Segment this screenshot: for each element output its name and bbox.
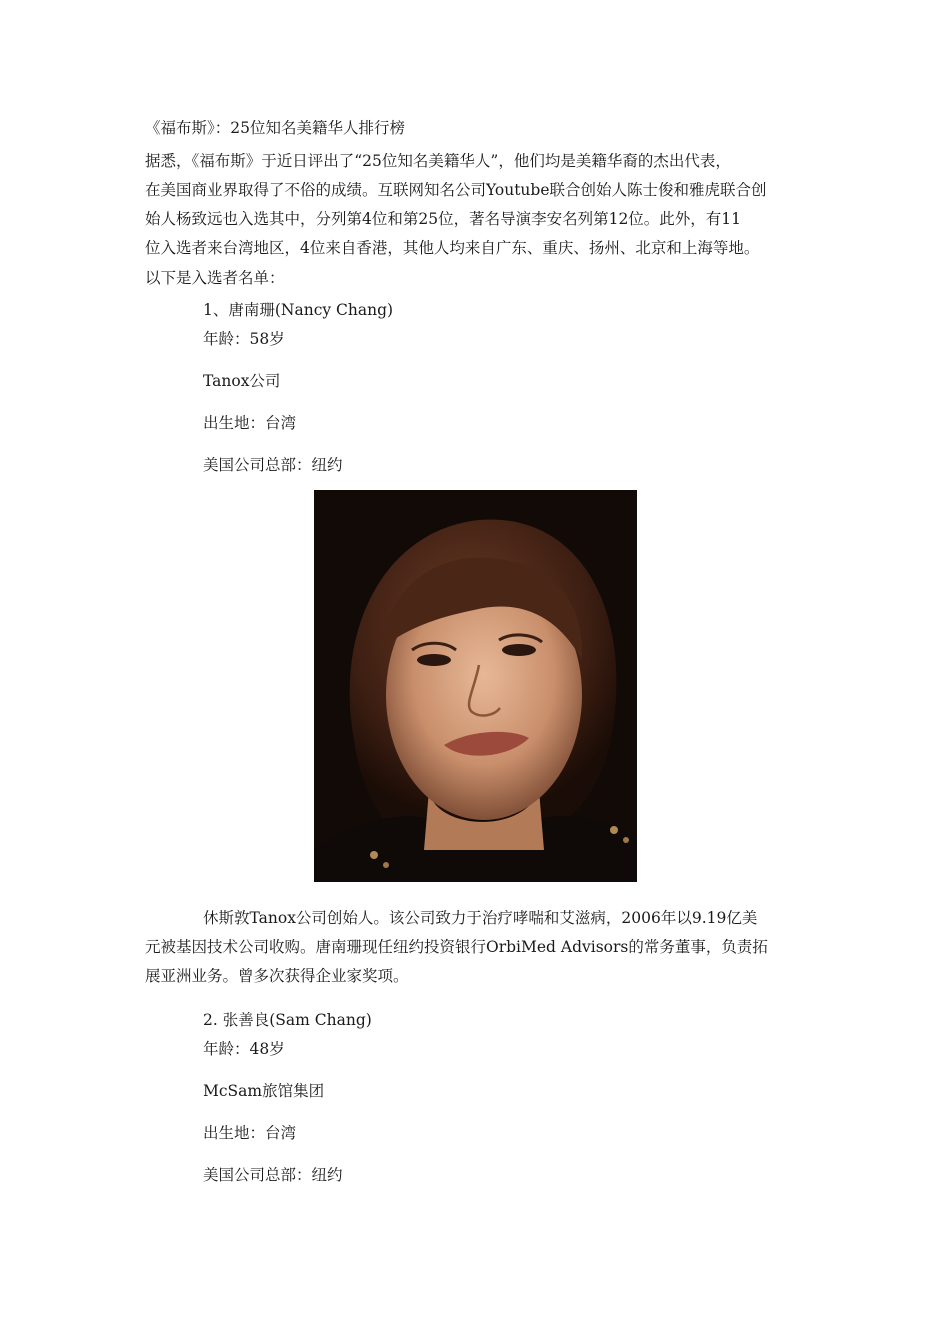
- entry-description: 元被基因技术公司收购。唐南珊现任纽约投资银行OrbiMed Advisors的常务董事，负责拓: [145, 938, 768, 956]
- intro-line: 始人杨致远也入选其中，分列第4位和第25位，著名导演李安名列第12位。此外，有11: [145, 210, 742, 228]
- entry-headquarters: 美国公司总部：纽约: [203, 1166, 343, 1184]
- entry-age: 年龄：58岁: [203, 330, 285, 348]
- entry-birthplace: 出生地：台湾: [203, 414, 297, 432]
- entry-birthplace: 出生地：台湾: [203, 1124, 297, 1142]
- intro-line: 在美国商业界取得了不俗的成绩。互联网知名公司Youtube联合创始人陈士俊和雅虎联合创: [145, 181, 767, 199]
- intro-line: 以下是入选者名单：: [145, 269, 285, 287]
- entry-company: McSam旅馆集团: [203, 1082, 325, 1100]
- entry-heading: 2. 张善良(Sam Chang): [203, 1011, 372, 1029]
- entry-description: 展亚洲业务。曾多次获得企业家奖项。: [145, 967, 409, 985]
- article-title: 《福布斯》：25位知名美籍华人排行榜: [145, 119, 405, 137]
- intro-line: 据悉，《福布斯》于近日评出了“25位知名美籍华人”，他们均是美籍华裔的杰出代表，: [145, 152, 731, 170]
- entry-age: 年龄：48岁: [203, 1040, 285, 1058]
- entry-company: Tanox公司: [203, 372, 281, 390]
- entry-headquarters: 美国公司总部：纽约: [203, 456, 343, 474]
- entry-description: 休斯敦Tanox公司创始人。该公司致力于治疗哮喘和艾滋病，2006年以9.19亿美: [203, 909, 758, 927]
- intro-line: 位入选者来台湾地区，4位来自香港，其他人均来自广东、重庆、扬州、北京和上海等地。: [145, 239, 760, 257]
- entry-heading: 1、唐南珊(Nancy Chang): [203, 301, 394, 319]
- portrait-photo: [314, 490, 637, 882]
